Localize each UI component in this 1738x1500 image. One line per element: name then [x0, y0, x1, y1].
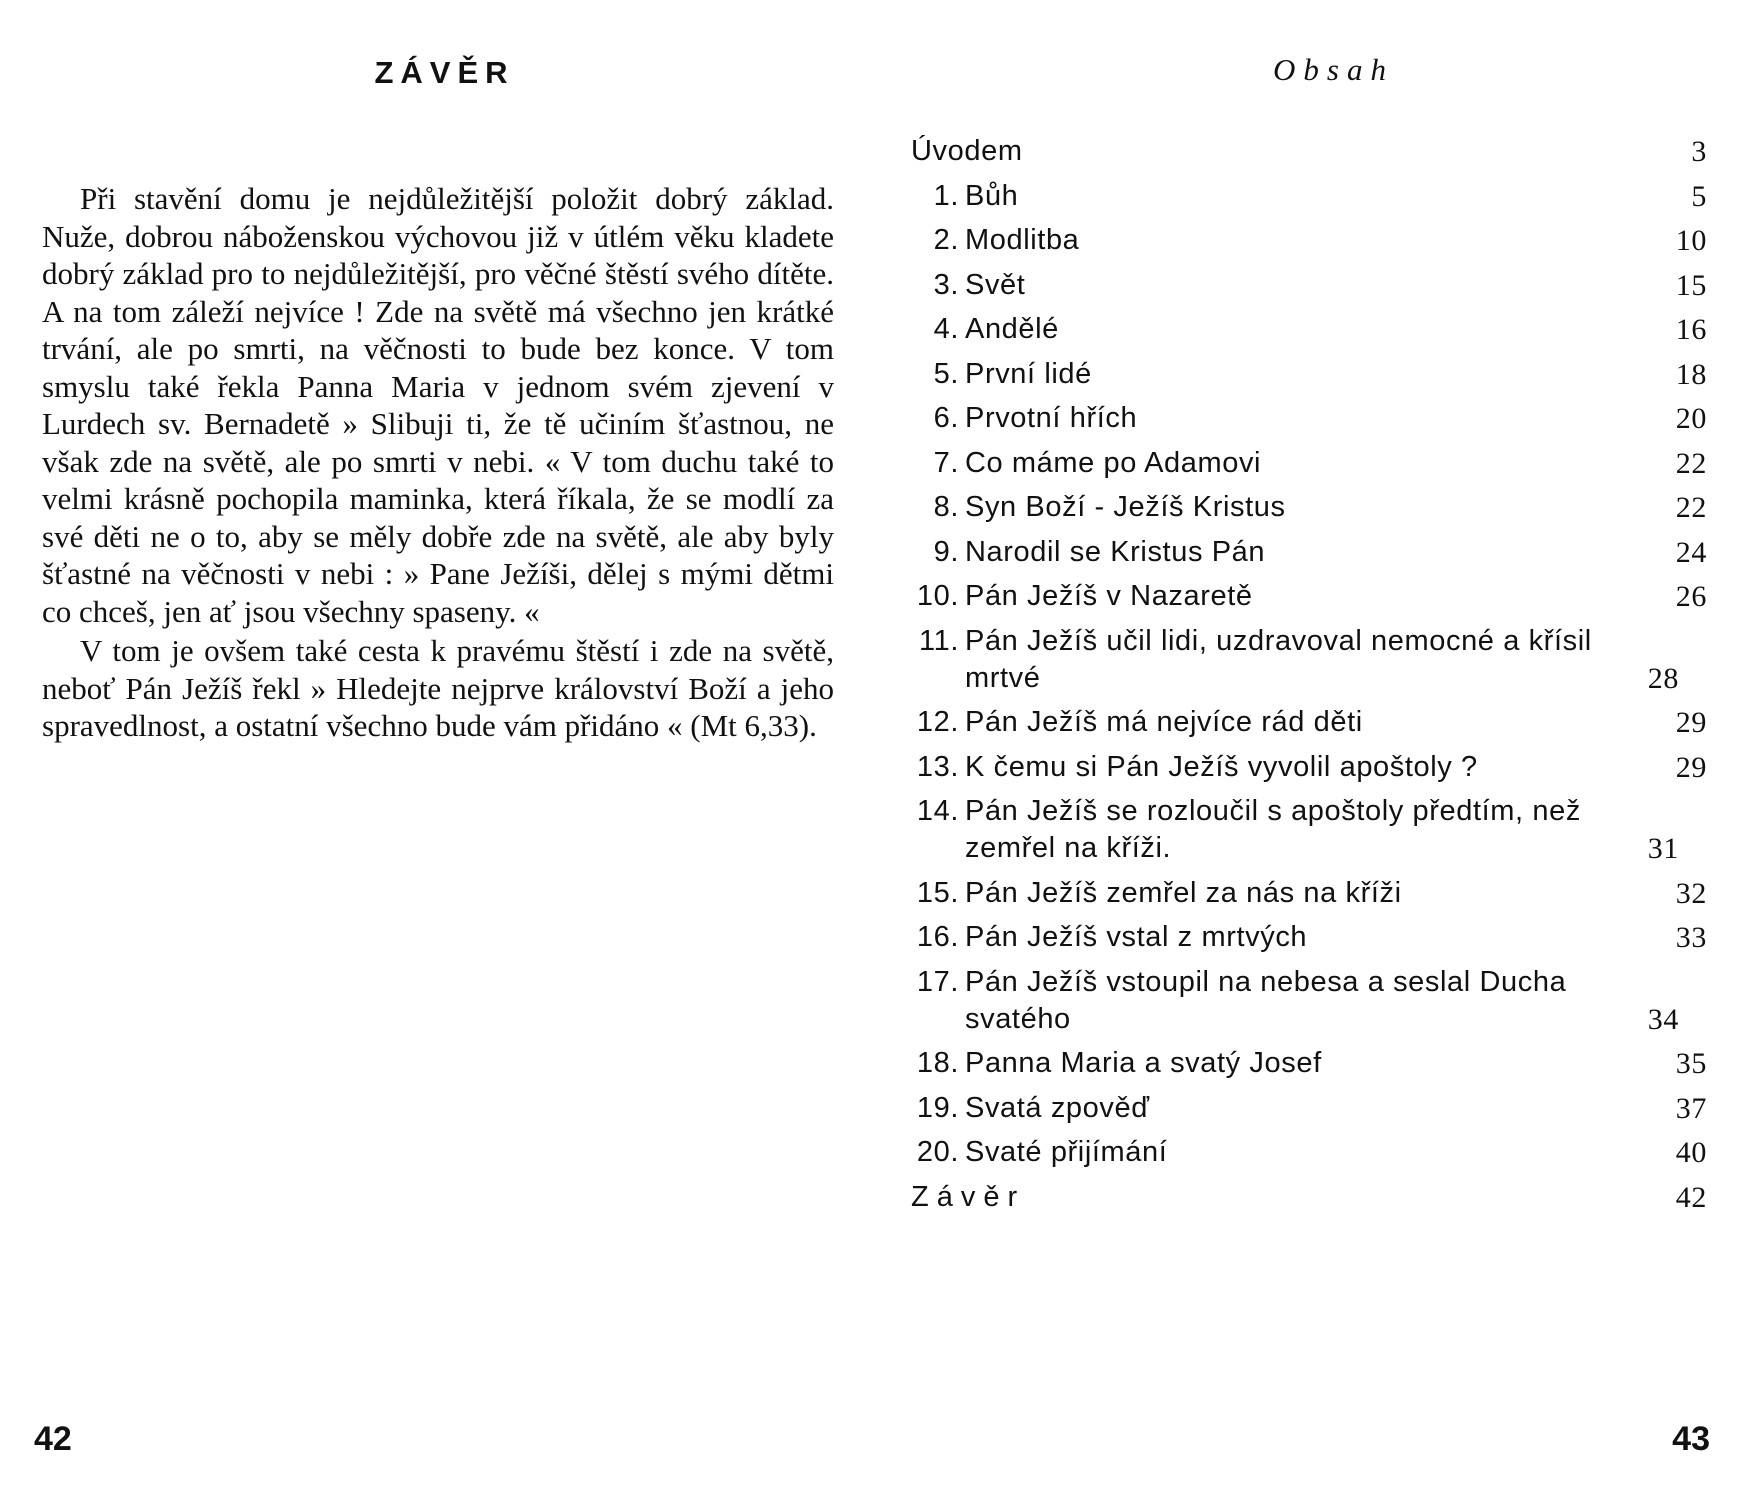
toc-entry-number: 18. [916, 1047, 959, 1079]
toc-entry-number: 20. [916, 1136, 959, 1168]
page-number-left: 42 [34, 1420, 72, 1458]
toc-entry-page: 10 [1675, 224, 1707, 257]
toc-entry-page: 3 [1691, 135, 1707, 168]
toc-entry-page: 35 [1675, 1047, 1707, 1080]
chapter-body [42, 180, 834, 745]
toc-entry-number: 12. [916, 706, 959, 738]
toc-entry-page: 22 [1675, 446, 1707, 480]
toc-entry-title: Svatá zpověď [965, 1091, 1150, 1124]
toc-entry-title: Pán Ježíš má nejvíce rád děti [965, 706, 1363, 738]
toc-entry-title: Svět [965, 268, 1026, 301]
toc-entry [907, 311, 1707, 348]
toc-entry-page: 29 [1675, 750, 1707, 784]
toc-entry-page: 31 [1647, 832, 1679, 865]
toc-entry-title: Pán Ježíš v Nazaretě [965, 580, 1253, 612]
toc-entry-page: 26 [1675, 580, 1707, 613]
toc-entry [907, 222, 1707, 259]
toc-entry [907, 1134, 1707, 1171]
toc-entry [907, 445, 1707, 482]
toc-entry-page: 42 [1675, 1180, 1707, 1214]
toc-entry-page: 22 [1675, 491, 1707, 524]
toc-entry [907, 178, 1707, 215]
toc-entry [907, 1045, 1707, 1082]
toc-entry [907, 1179, 1707, 1216]
toc-entry [907, 489, 1707, 526]
toc-entry-title: Závěr [911, 1180, 1026, 1213]
toc-entry-number: 14. [916, 795, 959, 827]
page-number-right: 43 [1672, 1420, 1710, 1458]
toc-entry-title: Pán Ježíš vstal z mrtvých [965, 921, 1308, 953]
right-page [869, 0, 1738, 1500]
toc-entry-number: 15. [916, 876, 959, 909]
toc-entry-number: 17. [916, 965, 959, 998]
toc-entry-number: 4. [933, 313, 959, 345]
toc-entry-page: 18 [1675, 357, 1707, 391]
toc-entry-page: 32 [1675, 876, 1707, 910]
toc-entry [907, 749, 1707, 786]
toc-entry [907, 704, 1707, 741]
toc-entry-title: Pán Ježíš vstoupil na nebesa a seslal Ducha svatého [965, 965, 1567, 1035]
toc-heading: Obsah [1273, 52, 1394, 87]
toc-entry-title: Andělé [965, 313, 1059, 345]
toc-entry-title: Co máme po Adamovi [965, 446, 1262, 479]
toc-entry-page: 5 [1691, 179, 1707, 213]
toc-entry-number: 6. [933, 402, 959, 434]
toc-entry-title: Narodil se Kristus Pán [965, 535, 1266, 568]
toc-entry-number: 19. [916, 1091, 959, 1124]
toc-entry-number: 9. [933, 535, 959, 568]
chapter-heading: ZÁVĚR [374, 55, 515, 90]
toc-entry [907, 267, 1707, 304]
toc-entry [907, 1090, 1707, 1127]
toc-entry [907, 133, 1707, 170]
toc-entry-page: 16 [1675, 313, 1707, 346]
toc-entry [907, 793, 1707, 867]
toc-entry-page: 20 [1675, 402, 1707, 435]
toc-entry-title: Pán Ježíš učil lidi, uzdravoval nemocné a křísil mrtvé [965, 624, 1592, 694]
paragraph: V tom je ovšem také cesta k pravému štěstí i zde na světě, neboť Pán Ježíš řekl » Hledejte nejprve království Boží a jeho spravedlnost, a ostatní všechno bude vám přidáno « (Mt 6,33). [42, 633, 834, 743]
toc-entry-page: 40 [1675, 1136, 1707, 1169]
toc-entry-page: 15 [1675, 268, 1707, 302]
toc-entry-title: Pán Ježíš se rozloučil s apoštoly předtím, než zemřel na kříži. [965, 795, 1581, 864]
toc-entry-number: 5. [933, 357, 959, 390]
toc-entry-number: 8. [933, 491, 959, 523]
toc-entry-number: 16. [916, 921, 959, 953]
toc-entry-title: Prvotní hřích [965, 402, 1138, 434]
toc-entry-page: 24 [1675, 535, 1707, 569]
toc-entry [907, 919, 1707, 956]
toc-entry-title: Bůh [965, 179, 1019, 212]
toc-entry-number: 1. [933, 179, 959, 212]
toc-entry-title: Panna Maria a svatý Josef [965, 1047, 1322, 1079]
toc-entry [907, 400, 1707, 437]
toc-entry-page: 28 [1647, 661, 1679, 695]
toc-entry-title: První lidé [965, 357, 1092, 390]
toc-entry-title: K čemu si Pán Ježíš vyvolil apoštoly ? [965, 750, 1478, 783]
toc-entry [907, 578, 1707, 615]
toc-entry-number: 13. [916, 750, 959, 783]
paragraph: Při stavění domu je nejdůležitější položit dobrý základ. Nuže, dobrou náboženskou výchovou již v útlém věku kladete dobrý základ pro to nejdůležitější, pro věčné štěstí svého dítěte. A na tom záleží nejvíce ! Zde na světě má všechno jen krátké trvání, ale po smrti, na věčnosti to bude bez konce. V tom smyslu také řekla Panna Maria v jednom svém zjevení v Lurdech sv. Bernadetě » Slibuji ti, že tě učiním šťastnou, ne však zde na světě, ale po smrti v nebi. « V tom duchu také to velmi krásně pochopila maminka, která říkala, že se modlí za své děti ne o to, aby se měly dobře zde na světě, ale aby byly šťastné na věčnosti v nebi : » Pane Ježíši, dělej s mými dětmi co chceš, jen ať jsou všechny spaseny. « [42, 181, 834, 629]
toc-entry-number: 7. [933, 446, 959, 479]
toc-entry [907, 356, 1707, 393]
toc-entry [907, 623, 1707, 697]
toc-entry-number: 11. [919, 624, 959, 657]
toc-entry-page: 37 [1675, 1091, 1707, 1125]
toc-entry-number: 3. [933, 268, 959, 301]
toc-entry-title: Syn Boží - Ježíš Kristus [965, 491, 1286, 523]
toc-entry [907, 534, 1707, 571]
toc-entry-page: 33 [1675, 921, 1707, 954]
toc-entry-title: Svaté přijímání [965, 1136, 1168, 1168]
table-of-contents [907, 133, 1707, 1223]
toc-entry-number: 10. [916, 580, 959, 612]
toc-entry-page: 34 [1647, 1002, 1679, 1036]
toc-entry-title: Pán Ježíš zemřel za nás na kříži [965, 876, 1402, 909]
toc-entry [907, 964, 1707, 1038]
toc-entry-page: 29 [1675, 706, 1707, 739]
toc-entry-title: Modlitba [965, 224, 1080, 256]
toc-entry-number: 2. [933, 224, 959, 256]
toc-entry-title: Úvodem [911, 135, 1023, 167]
toc-entry [907, 875, 1707, 912]
